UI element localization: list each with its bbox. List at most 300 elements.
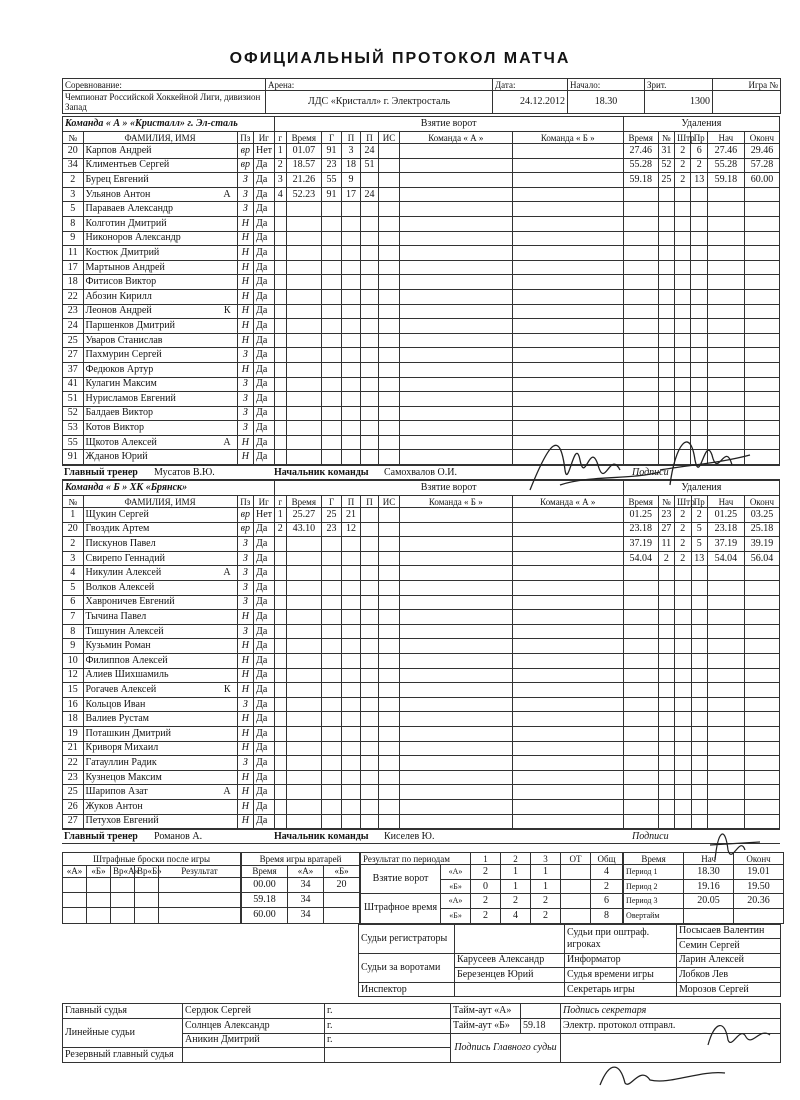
player-number: 26	[63, 799, 84, 814]
player-name: Свирепо Геннадий	[85, 552, 165, 564]
player-name-cell	[83, 785, 237, 800]
goal-time: 21.26	[286, 173, 321, 188]
team-a-coach: Мусатов В.Ю.	[152, 466, 272, 480]
penalty-start: 55.28	[707, 158, 744, 173]
player-played: Да	[254, 683, 275, 698]
penalty-num	[658, 260, 674, 275]
goal-P	[342, 319, 360, 334]
player-name-cell	[83, 392, 237, 407]
table-row	[63, 275, 780, 290]
goal-P	[342, 551, 360, 566]
goal-P	[342, 610, 360, 625]
penalty-time	[623, 348, 658, 363]
player-played: Да	[254, 799, 275, 814]
goal-G	[321, 289, 342, 304]
player-name: Гвоздик Артем	[85, 523, 150, 535]
player-position: Н	[237, 319, 253, 334]
assist-col-b	[512, 595, 623, 610]
times-start: 18.30	[684, 865, 734, 880]
penalty-sht	[675, 362, 691, 377]
penalty-num	[658, 654, 674, 669]
player-played: Да	[254, 551, 275, 566]
penalty-sht: 2	[675, 522, 691, 537]
player-position: Н	[237, 260, 253, 275]
penalty-pr	[691, 639, 707, 654]
penalty-start	[707, 712, 744, 727]
goal-g	[274, 392, 286, 407]
player-name-cell	[83, 537, 237, 552]
penalty-pr: 2	[691, 508, 707, 523]
goal-IS	[379, 566, 400, 581]
goal-IS	[379, 406, 400, 421]
player-number: 22	[63, 756, 84, 771]
period-value: 8	[591, 908, 623, 923]
goal-P2	[360, 435, 378, 450]
goal-g	[274, 304, 286, 319]
col-num: №	[63, 496, 84, 508]
player-number: 91	[63, 450, 84, 465]
player-played: Да	[254, 173, 275, 188]
player-name-cell	[83, 260, 237, 275]
period-value: 2	[471, 865, 501, 880]
penalty-sht	[675, 319, 691, 334]
player-position: Н	[237, 304, 253, 319]
goal-P2	[360, 756, 378, 771]
goal-G	[321, 450, 342, 465]
col-g: г	[274, 496, 286, 508]
player-name-cell	[83, 683, 237, 698]
goal-time	[286, 770, 321, 785]
goal-time	[286, 289, 321, 304]
goal-P	[342, 377, 360, 392]
player-number: 41	[63, 377, 84, 392]
goal-g: 2	[274, 158, 286, 173]
period-value: 4	[501, 908, 531, 923]
col-IS: ИС	[379, 132, 400, 144]
goal-P2	[360, 231, 378, 246]
times-end: 20.36	[734, 894, 784, 909]
period-col: 2	[501, 853, 531, 865]
assist-col-b	[512, 348, 623, 363]
date-value: 24.12.2012	[493, 91, 568, 114]
goal-time	[286, 246, 321, 261]
assist-col-b	[512, 785, 623, 800]
team-b-penalties-heading: Удаления	[623, 481, 779, 496]
penalty-start: 54.04	[707, 551, 744, 566]
player-name: Алиев Шихшамиль	[85, 669, 169, 681]
penalty-pr	[691, 362, 707, 377]
times-end: 19.50	[734, 879, 784, 894]
player-name: Валиев Рустам	[85, 713, 149, 725]
times-row	[624, 879, 784, 894]
table-row	[63, 668, 780, 683]
assist-col-a	[399, 785, 512, 800]
penalty-end	[744, 712, 779, 727]
penalty-pr	[691, 231, 707, 246]
penalty-start: 01.25	[707, 508, 744, 523]
col-pen-end: Оконч	[744, 132, 779, 144]
penalty-time	[623, 683, 658, 698]
penalty-pr	[691, 697, 707, 712]
goal-P2	[360, 508, 378, 523]
player-played: Да	[254, 726, 275, 741]
goal-IS	[379, 421, 400, 436]
col-pen-pr: Пр	[691, 496, 707, 508]
penalty-pr	[691, 726, 707, 741]
penalty-time	[623, 260, 658, 275]
goal-G: 25	[321, 508, 342, 523]
penalty-num	[658, 668, 674, 683]
times-row	[624, 894, 784, 909]
player-name-cell	[83, 654, 237, 669]
player-position: Н	[237, 683, 253, 698]
shootout-col: Вр«А»	[111, 865, 135, 877]
goal-G	[321, 333, 342, 348]
penalty-pr	[691, 260, 707, 275]
player-name: Волков Алексей	[85, 581, 155, 593]
penalty-num	[658, 362, 674, 377]
penalty-sht	[675, 712, 691, 727]
protocol-sheet	[62, 78, 780, 1063]
team-b-goals-heading: Взятие ворот	[274, 481, 623, 496]
player-played: Нет	[254, 144, 275, 159]
goal-G	[321, 537, 342, 552]
player-position: З	[237, 406, 253, 421]
goal-g	[274, 668, 286, 683]
goal-IS	[379, 392, 400, 407]
penalty-time	[623, 610, 658, 625]
penalty-start	[707, 799, 744, 814]
col-pen-time: Время	[623, 496, 658, 508]
goal-IS	[379, 551, 400, 566]
player-name: Никоноров Александр	[85, 232, 181, 244]
player-name-cell	[83, 377, 237, 392]
penalty-pr	[691, 435, 707, 450]
player-number: 6	[63, 595, 84, 610]
goal-IS	[379, 785, 400, 800]
goal-time	[286, 333, 321, 348]
penalty-sht	[675, 595, 691, 610]
penalty-sht	[675, 654, 691, 669]
table-row	[63, 595, 780, 610]
penalty-pr	[691, 304, 707, 319]
secretary-signature-label: Подпись секретаря	[561, 1004, 781, 1019]
arena-value: ЛДС «Кристалл» г. Электросталь	[266, 91, 493, 114]
penalty-sht	[675, 581, 691, 596]
goal-IS	[379, 639, 400, 654]
goal-IS	[379, 595, 400, 610]
goal-P	[342, 581, 360, 596]
penalty-start	[707, 216, 744, 231]
table-row	[63, 216, 780, 231]
goal-judge-2: Березенцев Юрий	[455, 968, 565, 983]
player-position: З	[237, 392, 253, 407]
goal-P2	[360, 799, 378, 814]
goal-IS	[379, 231, 400, 246]
col-P: П	[342, 496, 360, 508]
player-name: Фитисов Виктор	[85, 276, 157, 288]
player-position: Н	[237, 450, 253, 465]
shootout-col: Вр«Б»	[135, 865, 159, 877]
penalty-box-judge-1: Посысаев Валентин	[677, 924, 781, 939]
goal-P2	[360, 377, 378, 392]
player-position: вр	[237, 522, 253, 537]
table-row	[63, 697, 780, 712]
goal-IS	[379, 683, 400, 698]
times-label: Период 3	[624, 894, 684, 909]
penalty-end	[744, 231, 779, 246]
player-name: Гатауллин Радик	[85, 756, 157, 768]
player-number: 3	[63, 551, 84, 566]
player-name: Кулагин Максим	[85, 378, 157, 390]
goal-P2	[360, 741, 378, 756]
timeout-a	[521, 1004, 561, 1019]
player-name: Жуков Антон	[85, 800, 143, 812]
goal-G	[321, 231, 342, 246]
assist-col-a	[399, 362, 512, 377]
penalty-end	[744, 741, 779, 756]
penalty-num	[658, 216, 674, 231]
goal-g	[274, 231, 286, 246]
gk-b: 20	[324, 878, 360, 893]
goal-P2	[360, 275, 378, 290]
penalty-num	[658, 435, 674, 450]
table-row	[63, 785, 780, 800]
penalty-sht	[675, 726, 691, 741]
penalty-end	[744, 304, 779, 319]
goal-G: 23	[321, 522, 342, 537]
player-name-cell	[83, 144, 237, 159]
player-position: З	[237, 173, 253, 188]
period-col: Общ	[591, 853, 623, 865]
penalty-sht	[675, 435, 691, 450]
goal-P: 9	[342, 173, 360, 188]
assist-col-a	[399, 333, 512, 348]
penalty-pr	[691, 683, 707, 698]
goal-G	[321, 668, 342, 683]
goal-g	[274, 333, 286, 348]
player-played: Да	[254, 654, 275, 669]
col-name: ФАМИЛИЯ, ИМЯ	[83, 132, 237, 144]
team-b-signatures-label: Подписи	[552, 830, 780, 844]
assist-col-a	[399, 216, 512, 231]
timekeeper: Лобков Лев	[677, 968, 781, 983]
player-name: Жданов Юрий	[85, 451, 148, 463]
period-row	[361, 865, 623, 880]
goal-g	[274, 216, 286, 231]
penalty-sht	[675, 289, 691, 304]
goal-P	[342, 231, 360, 246]
penalty-end	[744, 202, 779, 217]
times-col: Нач	[684, 853, 734, 865]
officials-table	[358, 924, 781, 998]
penalty-num	[658, 333, 674, 348]
penalty-pr	[691, 624, 707, 639]
player-name: Петухов Евгений	[85, 815, 159, 827]
player-name-cell	[83, 551, 237, 566]
goal-P	[342, 624, 360, 639]
col-played: Иг	[254, 496, 275, 508]
player-name: Нурисламов Евгений	[85, 392, 176, 404]
goal-G	[321, 770, 342, 785]
goal-P: 21	[342, 508, 360, 523]
penalty-box-label: Судьи при оштраф. игроках	[565, 924, 677, 953]
player-played: Да	[254, 610, 275, 625]
gk-a: 34	[288, 908, 324, 923]
player-name-cell	[83, 202, 237, 217]
assist-col-b	[512, 304, 623, 319]
player-name: Щкотов Алексей	[85, 436, 157, 448]
shootout-col: «А»	[63, 865, 87, 877]
penalty-num	[658, 450, 674, 465]
linesman-1: Солнцев Александр	[183, 1019, 325, 1034]
penalty-sht	[675, 421, 691, 436]
goal-time	[286, 392, 321, 407]
penalty-end	[744, 246, 779, 261]
penalty-num: 23	[658, 508, 674, 523]
assist-col-a	[399, 275, 512, 290]
col-played: Иг	[254, 132, 275, 144]
period-value: 2	[501, 894, 531, 909]
spectators-label: Зрит.	[645, 79, 713, 91]
assist-col-b	[512, 741, 623, 756]
goal-time	[286, 348, 321, 363]
player-number: 10	[63, 654, 84, 669]
penalty-start	[707, 187, 744, 202]
team-a-signatures-label: Подписи	[552, 466, 780, 480]
assist-col-a	[399, 421, 512, 436]
assist-col-a	[399, 522, 512, 537]
player-name: Щукин Сергей	[85, 508, 149, 520]
assist-col-b	[512, 624, 623, 639]
penalty-start	[707, 289, 744, 304]
penalty-time	[623, 668, 658, 683]
player-position: Н	[237, 712, 253, 727]
assist-col-b	[512, 173, 623, 188]
period-value: 0	[471, 879, 501, 894]
player-name: Параваев Александр	[85, 203, 174, 215]
player-number: 8	[63, 216, 84, 231]
penalty-start	[707, 566, 744, 581]
player-number: 27	[63, 348, 84, 363]
penalty-pr	[691, 770, 707, 785]
penalty-num	[658, 392, 674, 407]
goal-P2: 24	[360, 187, 378, 202]
penalty-end: 56.04	[744, 551, 779, 566]
col-name: ФАМИЛИЯ, ИМЯ	[83, 496, 237, 508]
penalty-start	[707, 595, 744, 610]
penalty-end: 60.00	[744, 173, 779, 188]
assist-col-a	[399, 566, 512, 581]
player-role: А	[223, 567, 231, 579]
goal-time	[286, 377, 321, 392]
team-a-chief-label: Начальник команды	[272, 466, 382, 480]
assist-col-a	[399, 173, 512, 188]
goal-g	[274, 654, 286, 669]
team-mark: «Б»	[441, 908, 471, 923]
assist-col-a	[399, 202, 512, 217]
assist-col-b	[512, 187, 623, 202]
goal-G	[321, 654, 342, 669]
penalty-pr	[691, 246, 707, 261]
period-value	[561, 908, 591, 923]
assist-col-b	[512, 551, 623, 566]
period-col: ОТ	[561, 853, 591, 865]
penalty-pr	[691, 450, 707, 465]
penalty-start	[707, 581, 744, 596]
table-row	[63, 231, 780, 246]
goal-G	[321, 639, 342, 654]
penalty-end	[744, 668, 779, 683]
goal-g	[274, 697, 286, 712]
penalty-end	[744, 289, 779, 304]
goal-P2	[360, 551, 378, 566]
goal-time	[286, 362, 321, 377]
penalty-box-judge-2: Семин Сергей	[677, 939, 781, 954]
player-position: Н	[237, 216, 253, 231]
player-number: 19	[63, 726, 84, 741]
table-row	[63, 333, 780, 348]
player-name-cell	[83, 697, 237, 712]
goal-time	[286, 741, 321, 756]
goal-time: 43.10	[286, 522, 321, 537]
col-pen-time: Время	[623, 132, 658, 144]
penalty-time	[623, 785, 658, 800]
player-played: Да	[254, 319, 275, 334]
penalty-start	[707, 348, 744, 363]
table-row	[63, 435, 780, 450]
team-a-coach-label: Главный тренер	[62, 466, 152, 480]
penalty-sht	[675, 785, 691, 800]
penalty-start: 23.18	[707, 522, 744, 537]
player-played: Да	[254, 260, 275, 275]
player-name-cell	[83, 522, 237, 537]
assist-col-b	[512, 158, 623, 173]
player-name: Котов Виктор	[85, 422, 145, 434]
goal-IS	[379, 202, 400, 217]
linesman-1-city: г.	[325, 1019, 451, 1034]
penalty-end	[744, 333, 779, 348]
table-row	[63, 537, 780, 552]
gk-row	[242, 878, 360, 893]
goal-time	[286, 581, 321, 596]
penalty-start	[707, 770, 744, 785]
assist-col-a	[399, 595, 512, 610]
period-value	[561, 894, 591, 909]
penalty-num: 11	[658, 537, 674, 552]
penalty-end	[744, 450, 779, 465]
player-name-cell	[83, 814, 237, 829]
penalty-time	[623, 275, 658, 290]
player-number: 24	[63, 319, 84, 334]
player-name: Абозин Кирилл	[85, 290, 152, 302]
goal-P2: 51	[360, 158, 378, 173]
penalty-num	[658, 726, 674, 741]
goal-g	[274, 683, 286, 698]
goal-g	[274, 421, 286, 436]
goal-P	[342, 246, 360, 261]
goal-g	[274, 624, 286, 639]
penalty-num	[658, 421, 674, 436]
penalty-start	[707, 377, 744, 392]
penalty-start	[707, 654, 744, 669]
penalty-num: 25	[658, 173, 674, 188]
player-position: Н	[237, 785, 253, 800]
penalty-sht	[675, 566, 691, 581]
penalty-time	[623, 202, 658, 217]
goal-g: 2	[274, 522, 286, 537]
penalty-time: 59.18	[623, 173, 658, 188]
